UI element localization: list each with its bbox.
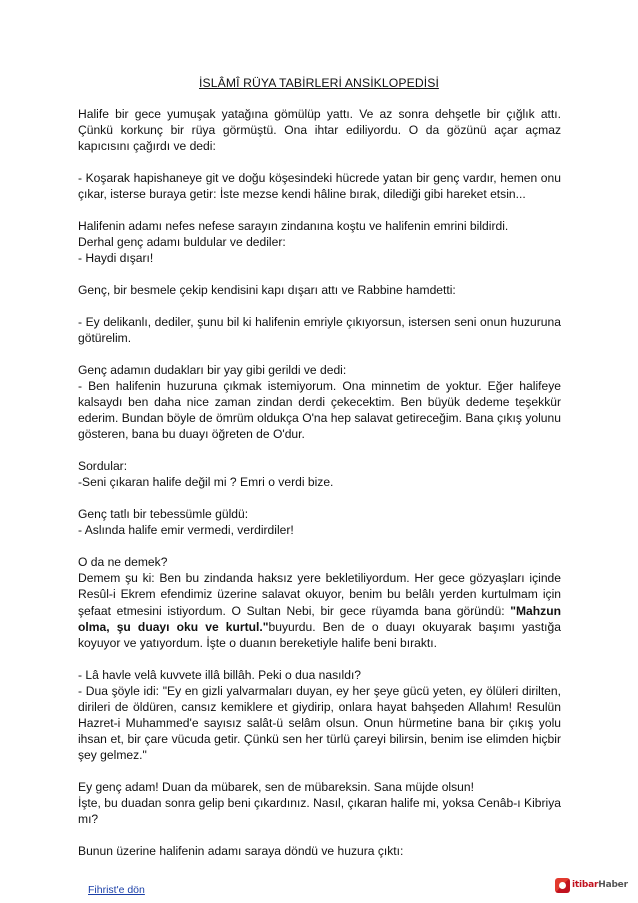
paragraph-8: Genç tatlı bir tebessümle güldü: - Aslında halife emir vermedi, verdirdiler! bbox=[78, 507, 294, 538]
paragraph-5: - Ey delikanlı, dediler, şunu bil ki halifenin emriyle çıkıyorsun, istersen seni onun huzuruna götürelim. bbox=[78, 315, 561, 346]
paragraph-12: Bunun üzerine halifenin adamı saraya döndü ve huzura çıktı: bbox=[78, 844, 404, 859]
paragraph-9: O da ne demek? Demem şu ki: Ben bu zindanda haksız yere bekletiliyordum. Her gece gözyaşları içinde Resûl-i Ekrem efendimiz üzerine salavat okuyor, benim bu belâlı yerden kurtulmam için şefaat etmesini istiyordum. O Sultan Nebi, bir gece rüyamda bana göründü: "Mahzun olma, şu duayı oku ve kurtul."buyurdu. Ben de o duayı okuyarak başımı yastığa koyuyor ve yatıyordum. İşte o duanın bereketiyle halife beni bıraktı. bbox=[78, 555, 561, 650]
paragraph-4: Genç, bir besmele çekip kendisini kapı dışarı attı ve Rabbine hamdetti: bbox=[78, 283, 456, 298]
article-body bbox=[78, 106, 561, 875]
page-title: İSLÂMÎ RÜYA TABİRLERİ ANSİKLOPEDİSİ bbox=[199, 76, 439, 90]
bold-quote: "Mahzun olma, şu duayı oku ve kurtul." bbox=[78, 603, 561, 634]
paragraph-11: Ey genç adam! Duan da mübarek, sen de mübareksin. Sana müjde olsun! İşte, bu duadan sonra gelip beni çıkardınız. Nasıl, çıkaran halife mi, yoksa Cenâb-ı Kibriya mı? bbox=[78, 779, 561, 827]
back-to-index-link[interactable]: Fihrist'e dön bbox=[88, 884, 145, 896]
paragraph-10: - Lâ havle velâ kuvvete illâ billâh. Peki o dua nasıldı? - Dua şöyle idi: "Ey en gizli yalvarmaları duyan, ey her şeye gücü yeten, ey ölüleri dirilten, dirileri de öldüren, cansız kemiklere et giydirip, onlara hayat bahşeden Allahım! Resulün Hazret-i Muhammed'e sayısız salât-ü selâm olsun. Onun hürmetine bana bir çıkış yolu ihsan et, bir çare vücuda getir. Çünkü sen her türlü çareyi bilirsin, benim ise elimden hiçbir şey gelmez." bbox=[78, 667, 561, 763]
itibarhaber-logo bbox=[555, 876, 628, 894]
paragraph-3: Halifenin adamı nefes nefese sarayın zindanına koştu ve halifenin emrini bildirdi. Derhal genç adamı buldular ve dediler: - Haydi dışarı! bbox=[78, 219, 509, 266]
paragraph-2: - Koşarak hapishaneye git ve doğu köşesindeki hücrede yatan bir genç vardır, hemen onu çıkar, isterse buraya getir: İste mezse kendi hâline bırak, dilediği gibi hareket etsin... bbox=[78, 171, 561, 202]
paragraph-1: Halife bir gece yumuşak yatağına gömülüp yattı. Ve az sonra dehşetle bir çığlık attı. Çünkü korkunç bir rüya görmüştü. Ona ihtar ediliyordu. O da gözünü açar açmaz kapıcısını çağırdı ve dedi: bbox=[78, 107, 561, 154]
logo-text: itibarHaber bbox=[572, 880, 628, 890]
paragraph-6: Genç adamın dudakları bir yay gibi gerildi ve dedi: - Ben halifenin huzuruna çıkmak istemiyorum. Ona minnetim de yoktur. Eğer halifeye kalsaydı ben daha nice zaman zindan derdi çekecektim. Ben büyük dedeme teşekkür ederim. Bundan böyle de ömrüm oldukça O'na hep salavat getireceğim. Bana çıkış yolunu gösteren, bana bu duayı öğreten de O'dur. bbox=[78, 363, 561, 442]
brand-mark-icon bbox=[555, 878, 570, 893]
paragraph-7: Sordular: -Seni çıkaran halife değil mi ? Emri o verdi bize. bbox=[78, 459, 334, 490]
